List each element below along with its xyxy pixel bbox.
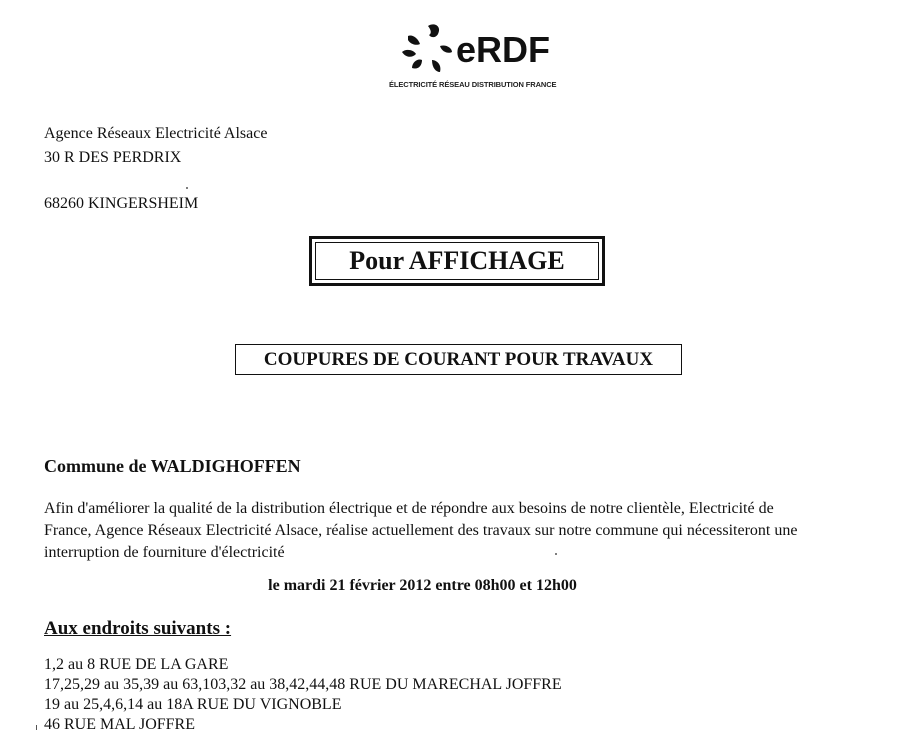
outage-date-text: le mardi 21 février 2012 entre 08h00 et 12h00 <box>268 577 577 594</box>
notice-heading: COUPURES DE COURANT POUR TRAVAUX <box>235 344 682 375</box>
scan-speck <box>36 725 37 730</box>
list-item: 17,25,29 au 35,39 au 63,103,32 au 38,42,44,48 RUE DU MARECHAL JOFFRE <box>44 676 562 693</box>
list-item: 19 au 25,4,6,14 au 18A RUE DU VIGNOBLE <box>44 696 342 713</box>
outage-date <box>0 577 913 595</box>
affichage-box <box>309 236 605 286</box>
logo-subtitle: ÉLECTRICITÉ RÉSEAU DISTRIBUTION FRANCE <box>389 80 557 89</box>
affichage-label: Pour AFFICHAGE <box>315 242 599 280</box>
logo-wordmark: eRDF <box>456 29 551 70</box>
intro-paragraph: Afin d'améliorer la qualité de la distribution électrique et de répondre aux besoins de notre clientèle, Electricité de France, Agence Réseaux Electricité Alsace, réalise actuellement des travaux sur notre commune qui nécessiteront une interruption de fourniture d'électricité <box>44 500 798 561</box>
erdf-flower-icon <box>398 22 456 78</box>
locations-title: Aux endroits suivants : <box>44 618 232 639</box>
sender-address <box>44 122 267 216</box>
scan-speck <box>555 553 557 555</box>
address-street: 30 R DES PERDRIX <box>44 149 182 166</box>
commune-title: Commune de WALDIGHOFFEN <box>44 456 301 476</box>
address-city: 68260 KINGERSHEIM <box>44 195 199 212</box>
list-item: 46 RUE MAL JOFFRE <box>44 716 195 733</box>
locations-list <box>44 655 562 735</box>
address-agency: Agence Réseaux Electricité Alsace <box>44 125 268 142</box>
scan-speck <box>186 187 188 189</box>
list-item: 1,2 au 8 RUE DE LA GARE <box>44 656 229 673</box>
erdf-logo <box>389 22 568 92</box>
